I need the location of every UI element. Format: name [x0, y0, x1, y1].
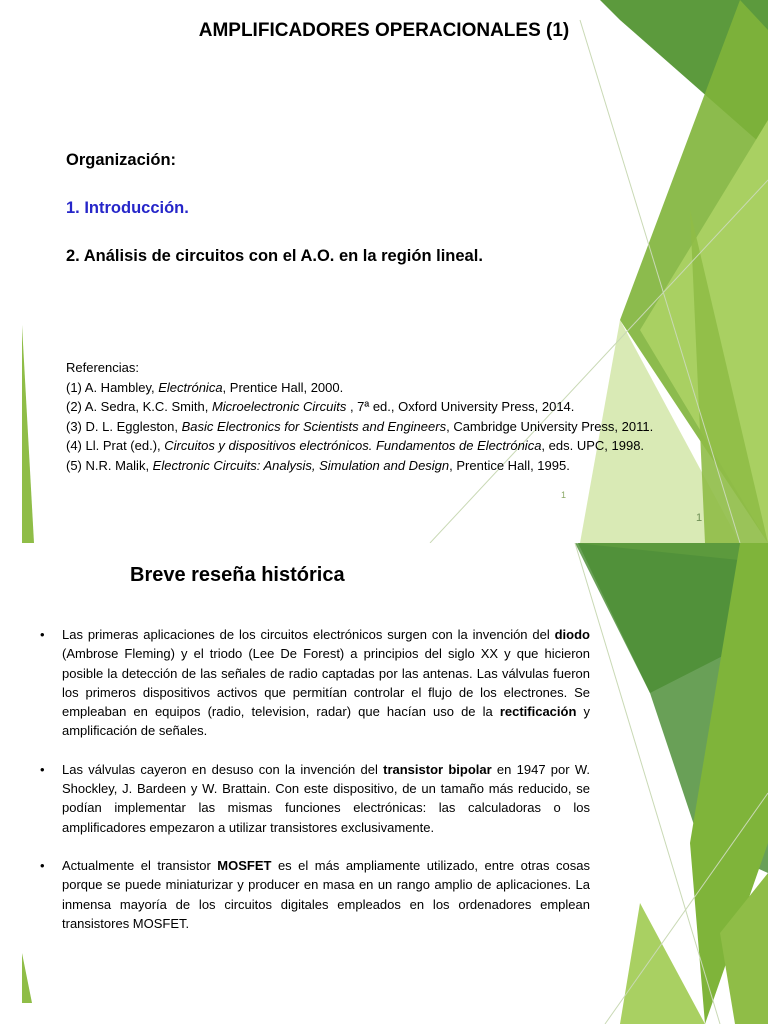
references-label: Referencias:	[66, 360, 139, 375]
item-analysis: 2. Análisis de circuitos con el A.O. en la región lineal.	[66, 247, 483, 265]
reference-item: (3) D. L. Eggleston, Basic Electronics for Scientists and Engineers, Cambridge University Press, 2011.	[66, 418, 654, 434]
bullet-dot: •	[40, 627, 45, 642]
slide-title: AMPLIFICADORES OPERACIONALES (1)	[198, 20, 570, 41]
bullet-list	[38, 625, 590, 952]
reference-item: (5) N.R. Malik, Electronic Circuits: Analysis, Simulation and Design, Prentice Hall, 1995.	[66, 457, 570, 473]
slide-2	[0, 543, 768, 1024]
page-number-corner: 1	[696, 512, 703, 524]
bullet-item: • Las válvulas cayeron en desuso con la invención del transistor bipolar en 1947 por W. Shockley, J. Bardeen y W. Brattain. Con este dispositivo, de un tamaño más reducido, se podían implementar las mismas funciones electrónicas: las calculadoras o los amplificadores empezaron a utilizar transistores exclusivamente.	[40, 761, 590, 835]
bullet-dot: •	[40, 857, 45, 873]
reference-item: (4) Ll. Prat (ed.), Circuitos y dispositivos electrónicos. Fundamentos de Electrónica, eds. UPC, 1998.	[66, 438, 645, 453]
reference-item: (1) A. Hambley, Electrónica, Prentice Hall, 2000.	[66, 379, 344, 395]
page-number-inner: 1	[561, 490, 567, 500]
references-list	[66, 358, 653, 475]
bullet-item: • Actualmente el transistor MOSFET es el más ampliamente utilizado, entre otras cosas porque se puede miniaturizar y producer en masa en un rango amplio de aplicaciones. La inmensa mayoría de los circuitos digitales empleados en los ordenadores emplean transistores MOSFET.	[40, 857, 590, 931]
item-introduction: 1. Introducción.	[66, 199, 189, 217]
reference-item: (2) A. Sedra, K.C. Smith, Microelectronic Circuits , 7ª ed., Oxford University Press, 2014.	[66, 399, 575, 414]
bullet-dot: •	[40, 761, 45, 777]
slide-title: Breve reseña histórica	[130, 564, 345, 586]
organization-label: Organización:	[66, 151, 177, 169]
bullet-item: • Las primeras aplicaciones de los circuitos electrónicos surgen con la invención del diodo (Ambrose Fleming) y el triodo (Lee De Forest) a principios del siglo XX y que hicieron posible la detección de las señales de radio captadas por las antenas. Las válvulas fueron los primeros dispositivos activos que permitían controlar el flujo de los electrones. Se empleaban en equipos (radio, television, radar) que hacían uso de la rectificación y amplificación de señales.	[40, 627, 590, 739]
